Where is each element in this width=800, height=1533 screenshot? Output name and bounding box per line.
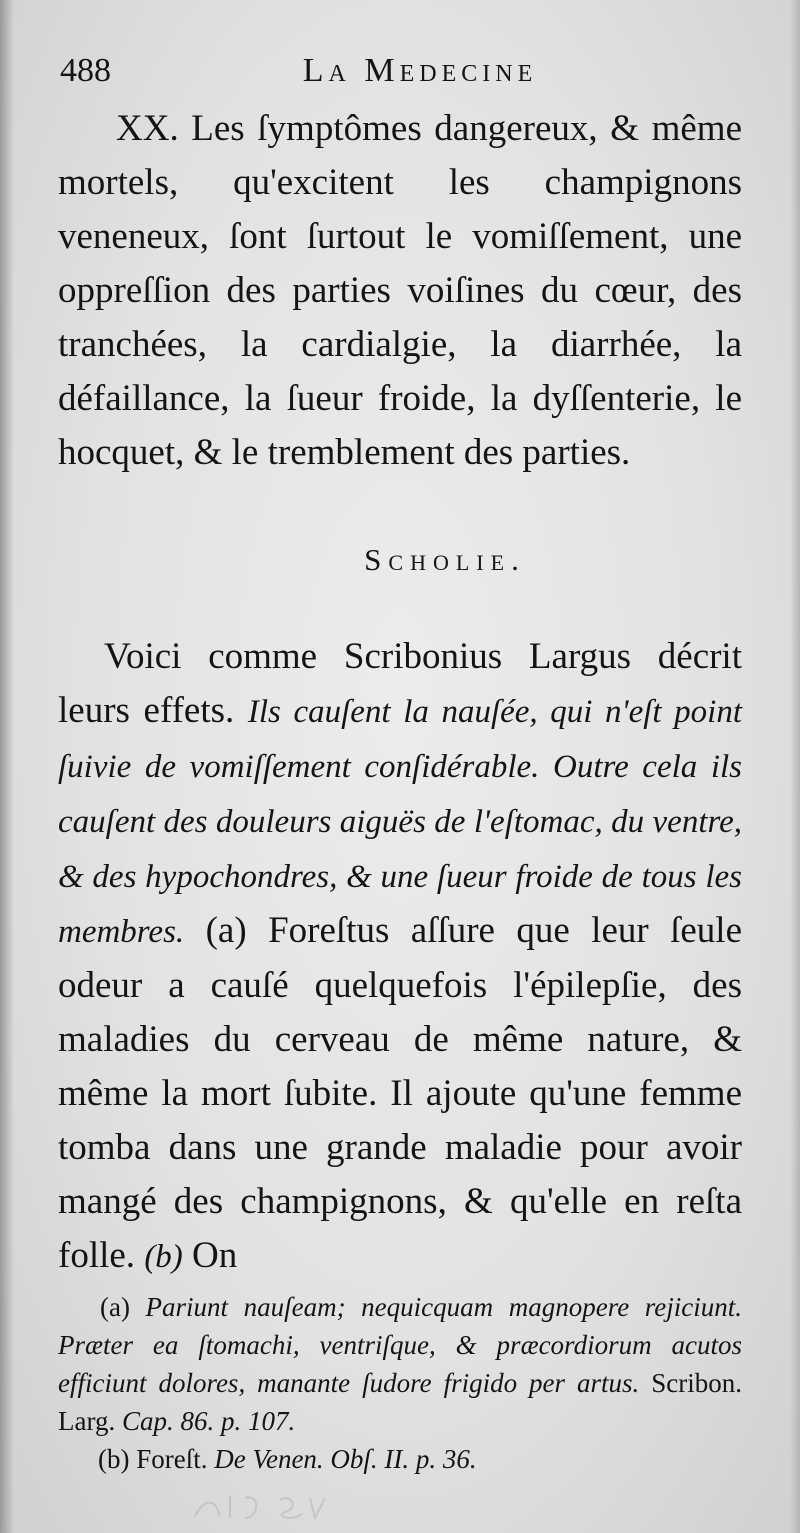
catchword: On (192, 1235, 238, 1276)
section-xx-paragraph: XX. Les ſymptômes dangereux, & même mortels, qu'excitent les champignons veneneux, ſont ſurtout le vomiſſement, une oppreſſion des parties voiſines du cœur, des tranchées, la cardialgie, la diarrhée, la défaillance, la ſueur froide, la dyſſenterie, le hocquet, & le tremblement des parties. (58, 108, 742, 473)
page-header (60, 52, 740, 102)
footnotes (58, 1288, 742, 1478)
scholie-paragraph (58, 630, 742, 1284)
page-edge-shadow-right (790, 0, 800, 1533)
footnote-ref-a: (a) (205, 910, 247, 951)
scholie-heading: Scholie. (364, 542, 526, 577)
footnote-ref-b: (b) (144, 1239, 183, 1275)
footnote-a-latin: Pariunt nauſeam; nequicquam magnopere rejiciunt. Præter ea ſtomachi, ventriſque, & præcordiorum acutos efficiunt dolores, manante ſudore frigido per artus. (58, 1292, 742, 1398)
page-edge-shadow-left (0, 0, 14, 1533)
footnote-a-cap: Cap. 86. p. 107. (121, 1406, 296, 1436)
page-number: 488 (60, 52, 111, 89)
footnote-a-source: Scribon. Larg. (58, 1368, 742, 1436)
scribonius-quote: Ils cauſent la nauſée, qui n'eſt point ſuivie de vomiſſement conſidérable. Outre cela ils cauſent des douleurs aiguës de l'eſtomac, du ventre, & des hypochondres, & une ſueur froide de tous les membres. (58, 694, 743, 950)
scholie-continuation: Foreſtus aſſure que leur ſeule odeur a cauſé quelquefois l'épilepſie, des maladies du cerveau de même nature, & même la mort ſubite. Il ajoute qu'une femme tomba dans une grande maladie pour avoir mangé des champignons, & qu'elle en reſta folle. (58, 910, 743, 1276)
running-title: La Medecine (302, 52, 538, 89)
footnote-b (58, 1440, 742, 1478)
footnote-b-marker: (b) (98, 1444, 130, 1474)
footnote-a (58, 1288, 742, 1440)
bleed-through-signature-mark (190, 1488, 340, 1524)
footnote-a-marker: (a) (100, 1292, 130, 1322)
footnote-b-author: Foreſt. (136, 1444, 208, 1474)
footnote-b-ref: De Venen. Obſ. II. p. 36. (214, 1444, 477, 1474)
scholie-intro: Voici comme Scribonius Largus décrit leurs effets. (58, 636, 742, 731)
